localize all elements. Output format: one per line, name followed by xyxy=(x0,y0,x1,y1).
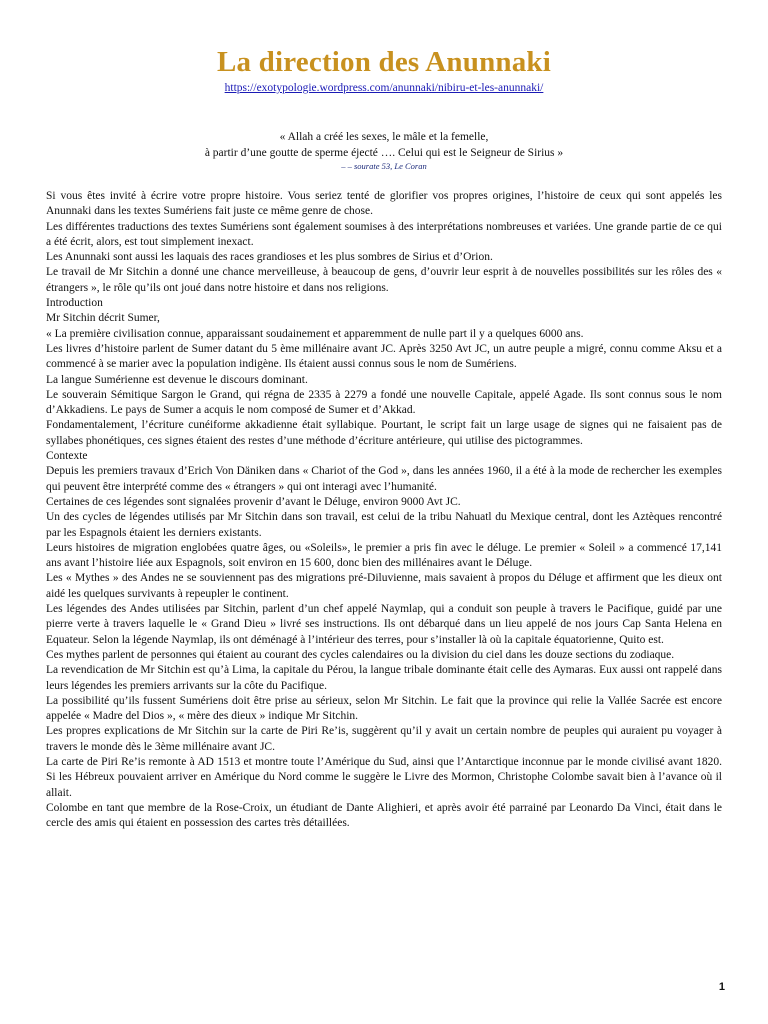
paragraph: La carte de Piri Re’is remonte à AD 1513 et montre toute l’Amérique du Sud, ainsi que l’Antarctique inconnue par le monde civilisé avant 1820. Si les Hébreux pouvaient arriver en Amérique du Nord comme le suggère le Livre des Mormon, Christophe Colombe savait bien à l’avance où il allait. xyxy=(46,755,722,799)
paragraph: Les différentes traductions des textes Sumériens sont également soumises à des interprétations nombreuses et variées. Une grande partie de ce qui a été écrit, alors, est tout simplement inexact. xyxy=(46,220,722,248)
paragraph: Colombe en tant que membre de la Rose-Croix, un étudiant de Dante Alighieri, et après avoir été parrainé par Leonardo Da Vinci, était dans le cercle des amis qui étaient en possession des cartes très détaillées. xyxy=(46,801,722,830)
paragraph: Les livres d’histoire parlent de Sumer datant du 5 ème millénaire avant JC. Après 3250 Avt JC, un autre peuple a migré, connu comme Aksu et a commencé à se marier avec la population indigène. Ils étaient aussi connus sous le nom de Sumériens. xyxy=(46,342,722,371)
paragraph: La revendication de Mr Sitchin est qu’à Lima, la capitale du Pérou, la langue tribale dominante était celle des Aymaras. Eux aussi ont rappelé dans leurs légendes les premiers arrivants sur la côte du Pacifique. xyxy=(46,664,722,692)
paragraph: Leurs histoires de migration englobées quatre âges, ou «Soleils», le premier a pris fin avec le déluge. Le premier « Soleil » a commencé 17,141 ans avant l’histoire liée aux Espagnols, soit environ en 15 600, donc bien des millénaires avant le Déluge. xyxy=(46,541,722,570)
body-text xyxy=(46,189,722,831)
section-heading: Introduction xyxy=(46,297,103,310)
source-link[interactable]: https://exotypologie.wordpress.com/anunnaki/nibiru-et-les-anunnaki/ xyxy=(224,82,544,94)
paragraph: Les « Mythes » des Andes ne se souviennent pas des migrations pré-Diluvienne, mais savaient à propos du Déluge et affirment que les dieux ont aidé les quelques survivants à repeupler le continent. xyxy=(46,572,722,600)
section-heading: Contexte xyxy=(46,450,88,463)
quote-source: – – sourate 53, Le Coran xyxy=(341,161,427,171)
paragraph: Le travail de Mr Sitchin a donné une chance merveilleuse, à beaucoup de gens, d’ouvrir leur esprit à de nouvelles possibilités sur les rôles des « étrangers », le rôle qu’ils ont joué dans notre histoire et dans nos religions. xyxy=(46,266,722,294)
quote-line: à partir d’une goutte de sperme éjecté …. Celui qui est le Seigneur de Sirius » xyxy=(204,146,564,159)
paragraph: Mr Sitchin décrit Sumer, xyxy=(46,312,160,325)
paragraph: Un des cycles de légendes utilisés par Mr Sitchin dans son travail, est celui de la tribu Nahuatl du Mexique central, dont les Aztèques rencontré par les Espagnols étaient les derniers existants. xyxy=(46,511,722,539)
quote-line: « Allah a créé les sexes, le mâle et la femelle, xyxy=(279,131,489,143)
page-title: La direction des Anunnaki xyxy=(216,46,552,78)
paragraph: Les légendes des Andes utilisées par Sitchin, parlent d’un chef appelé Naymlap, qui a conduit son peuple à travers le Pacifique, guidé par une pierre verte à travers laquelle le « Grand Dieu » livré ses instructions. Ils ont débarqué dans un lieu appelé de nos jours Cap Santa Helena en Equateur. Selon la légende Naymlap, ils ont déménagé à l’intérieur des terres, pour s’installer là où la capitale équatorienne, Quito est. xyxy=(46,603,722,646)
paragraph: La possibilité qu’ils fussent Sumériens doit être prise au sérieux, selon Mr Sitchin. Le fait que la province qui relie la Vallée Sacrée est encore appelée « Madre del Dios », « mère des dieux » indique Mr Sitchin. xyxy=(46,694,722,723)
paragraph: Le souverain Sémitique Sargon le Grand, qui régna de 2335 à 2279 a fondé une nouvelle Capitale, appelé Agade. Ils sont connus sous le nom d’Akkadiens. Le pays de Sumer a acquis le nom composé de Sumer et d’Akkad. xyxy=(46,388,722,417)
paragraph: La langue Sumérienne est devenue le discours dominant. xyxy=(46,373,308,386)
paragraph: Si vous êtes invité à écrire votre propre histoire. Vous seriez tenté de glorifier vos propres origines, l’histoire de ceux qui sont appelés les Anunnaki dans les textes Sumériens fait juste ce même genre de chose. xyxy=(46,190,722,218)
paragraph: Certaines de ces légendes sont signalées provenir d’avant le Déluge, environ 9000 Avt JC. xyxy=(46,495,461,508)
paragraph: Les propres explications de Mr Sitchin sur la carte de Piri Re’is, suggèrent qu’il y avait un certain nombre de peuples qui auraient pu voyager à travers le monde dès le 3ème millénaire avant JC. xyxy=(46,725,722,753)
page-number: 1 xyxy=(718,981,725,993)
paragraph: Les Anunnaki sont aussi les laquais des races grandioses et les plus sombres de Sirius et d’Orion. xyxy=(46,251,493,264)
paragraph: « La première civilisation connue, apparaissant soudainement et apparemment de nulle part il y a quelques 6000 ans. xyxy=(46,327,584,340)
epigraph-quote xyxy=(0,130,768,172)
paragraph: Ces mythes parlent de personnes qui étaient au courant des cycles calendaires ou la division du ciel dans les douze sections du zodiaque. xyxy=(46,648,675,661)
paragraph: Fondamentalement, l’écriture cunéiforme akkadienne était syllabique. Pourtant, le script fait un large usage de signes qui ne faisaient pas de syllabes phonétiques, ces signes étaient des restes d’une méthode d’écriture antérieure, qui utilise des pictogrammes. xyxy=(46,419,722,447)
paragraph: Depuis les premiers travaux d’Erich Von Däniken dans « Chariot of the God », dans les années 1960, il a été à la mode de rechercher les exemples qui peuvent être interprété comme des « étrangers » qui ont interagi avec l’humanité. xyxy=(46,465,722,493)
